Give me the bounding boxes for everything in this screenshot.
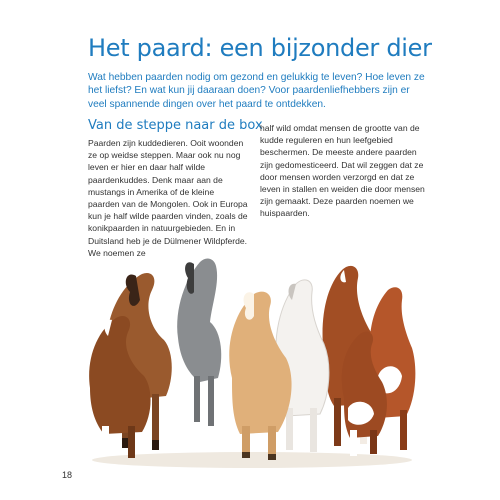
body-column-left: Paarden zijn kuddedieren. Ooit woonden ze op weidse steppen. Maar ook nu nog leven er hier en daar half wilde paardenkuddes. Denk maar aan de mustangs in Amerika of de kleine paarden van de Mongolen. Ook in Europa kun je half wilde paarden vinden, zoals de konikpaarden in natuurgebieden. En in Duitsland heb je de Dülmener Wildpferde. We noemen ze (88, 138, 248, 258)
page-title: Het paard: een bijzonder dier (88, 34, 432, 62)
horse-back-grey (177, 259, 221, 426)
page-number: 18 (62, 470, 73, 480)
section-title: Van de steppe naar de box (88, 118, 263, 133)
body-column-right: half wild omdat mensen de grootte van de kudde reguleren en hun leefgebied beschermen. De meeste andere paarden zijn gedomesticeerd. Dat wil zeggen dat ze door mensen worden verzorgd en dat ze leven in stallen en weiden die door mensen zijn gemaakt. Deze paarden noemen we huispaarden. (260, 123, 425, 219)
ground-shadow (92, 452, 412, 468)
horse-herd-illustration (82, 248, 422, 470)
intro-paragraph: Wat hebben paarden nodig om gezond en gelukkig te leven? Hoe leven ze het liefst? En wat kun jij daaraan doen? Voor paardenliefhebbers zijn er veel spannende dingen over het paard te ontdekken. (88, 72, 425, 110)
